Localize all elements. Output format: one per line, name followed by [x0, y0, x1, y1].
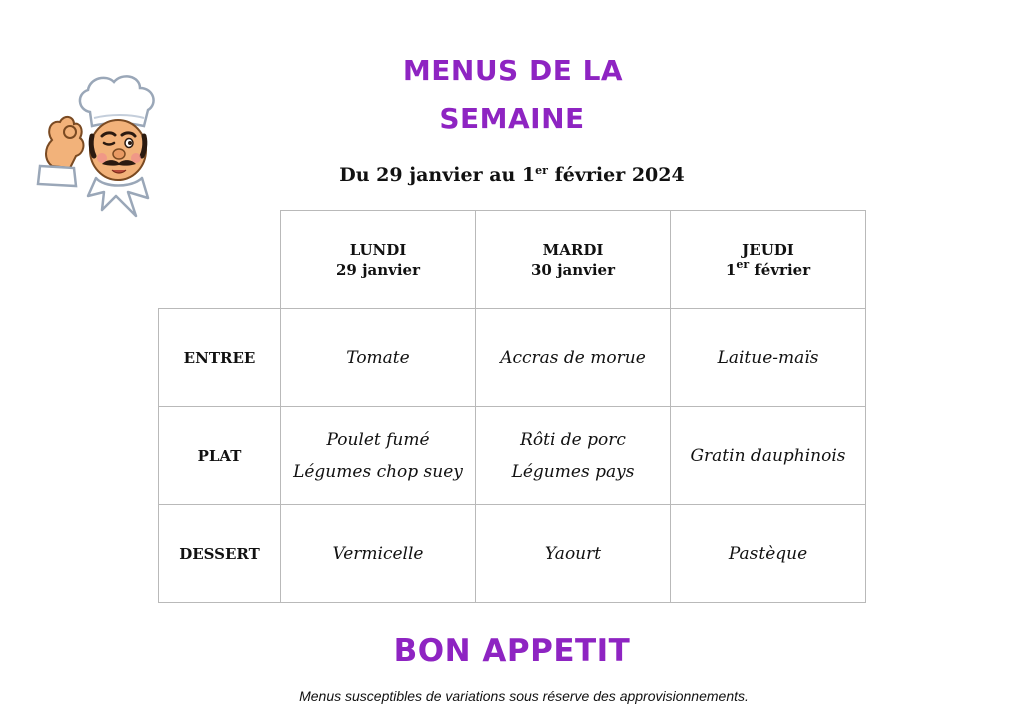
- dish: Gratin dauphinois: [690, 445, 846, 466]
- chef-icon: [30, 70, 170, 220]
- row-label-cell: [159, 407, 281, 505]
- dish-cell: [671, 407, 866, 505]
- table-row-entree: [159, 309, 866, 407]
- table-header-row: [159, 211, 866, 309]
- dish-cell: [476, 407, 671, 505]
- day-date-prefix: 1: [725, 260, 737, 279]
- menu-table: [158, 210, 866, 603]
- row-label: ENTREE: [183, 349, 256, 367]
- day-date: 29 janvier: [335, 260, 420, 279]
- day-date-sup: er: [736, 257, 750, 271]
- day-header-monday: [281, 211, 476, 309]
- dish: Tomate: [346, 347, 410, 368]
- day-date: [671, 257, 865, 280]
- date-range-start: Du 29 janvier au 1: [339, 164, 536, 186]
- dish: Rôti de porc: [520, 429, 626, 450]
- page-title-line-2: SEMAINE: [439, 102, 585, 135]
- dish: Laitue-maïs: [717, 347, 819, 368]
- day-header-thursday: [671, 211, 866, 309]
- footnote: Menus susceptibles de variations sous réserve des approvisionnements.: [299, 688, 749, 704]
- dish-cell: [281, 407, 476, 505]
- dish: Pastèque: [728, 543, 808, 564]
- table-row-plat: [159, 407, 866, 505]
- date-range-sup: er: [535, 164, 548, 177]
- day-name: MARDI: [542, 240, 604, 259]
- dish-cell: [671, 505, 866, 603]
- dish: Accras de morue: [500, 347, 646, 368]
- day-name: JEUDI: [742, 240, 794, 259]
- day-date-suffix: février: [749, 260, 811, 279]
- dish: Yaourt: [544, 543, 602, 564]
- dish-cell: [476, 505, 671, 603]
- closing-message: BON APPETIT: [393, 633, 631, 669]
- row-label: DESSERT: [179, 545, 260, 563]
- dish: Légumes chop suey: [293, 461, 463, 482]
- day-name: LUNDI: [349, 240, 407, 259]
- dish: Légumes pays: [511, 461, 635, 482]
- dish-cell: [281, 505, 476, 603]
- row-label-cell: [159, 505, 281, 603]
- day-header-tuesday: [476, 211, 671, 309]
- row-label: PLAT: [197, 447, 242, 465]
- table-corner-cell: [159, 211, 281, 309]
- table-row-dessert: [159, 505, 866, 603]
- page-title-line-1: MENUS DE LA: [402, 54, 624, 87]
- row-label-cell: [159, 309, 281, 407]
- dish-cell: [671, 309, 866, 407]
- dish-cell: [476, 309, 671, 407]
- dish: Vermicelle: [332, 543, 424, 564]
- dish: Poulet fumé: [326, 429, 430, 450]
- day-date: 30 janvier: [530, 260, 615, 279]
- dish-cell: [281, 309, 476, 407]
- date-range-end: février 2024: [547, 164, 685, 186]
